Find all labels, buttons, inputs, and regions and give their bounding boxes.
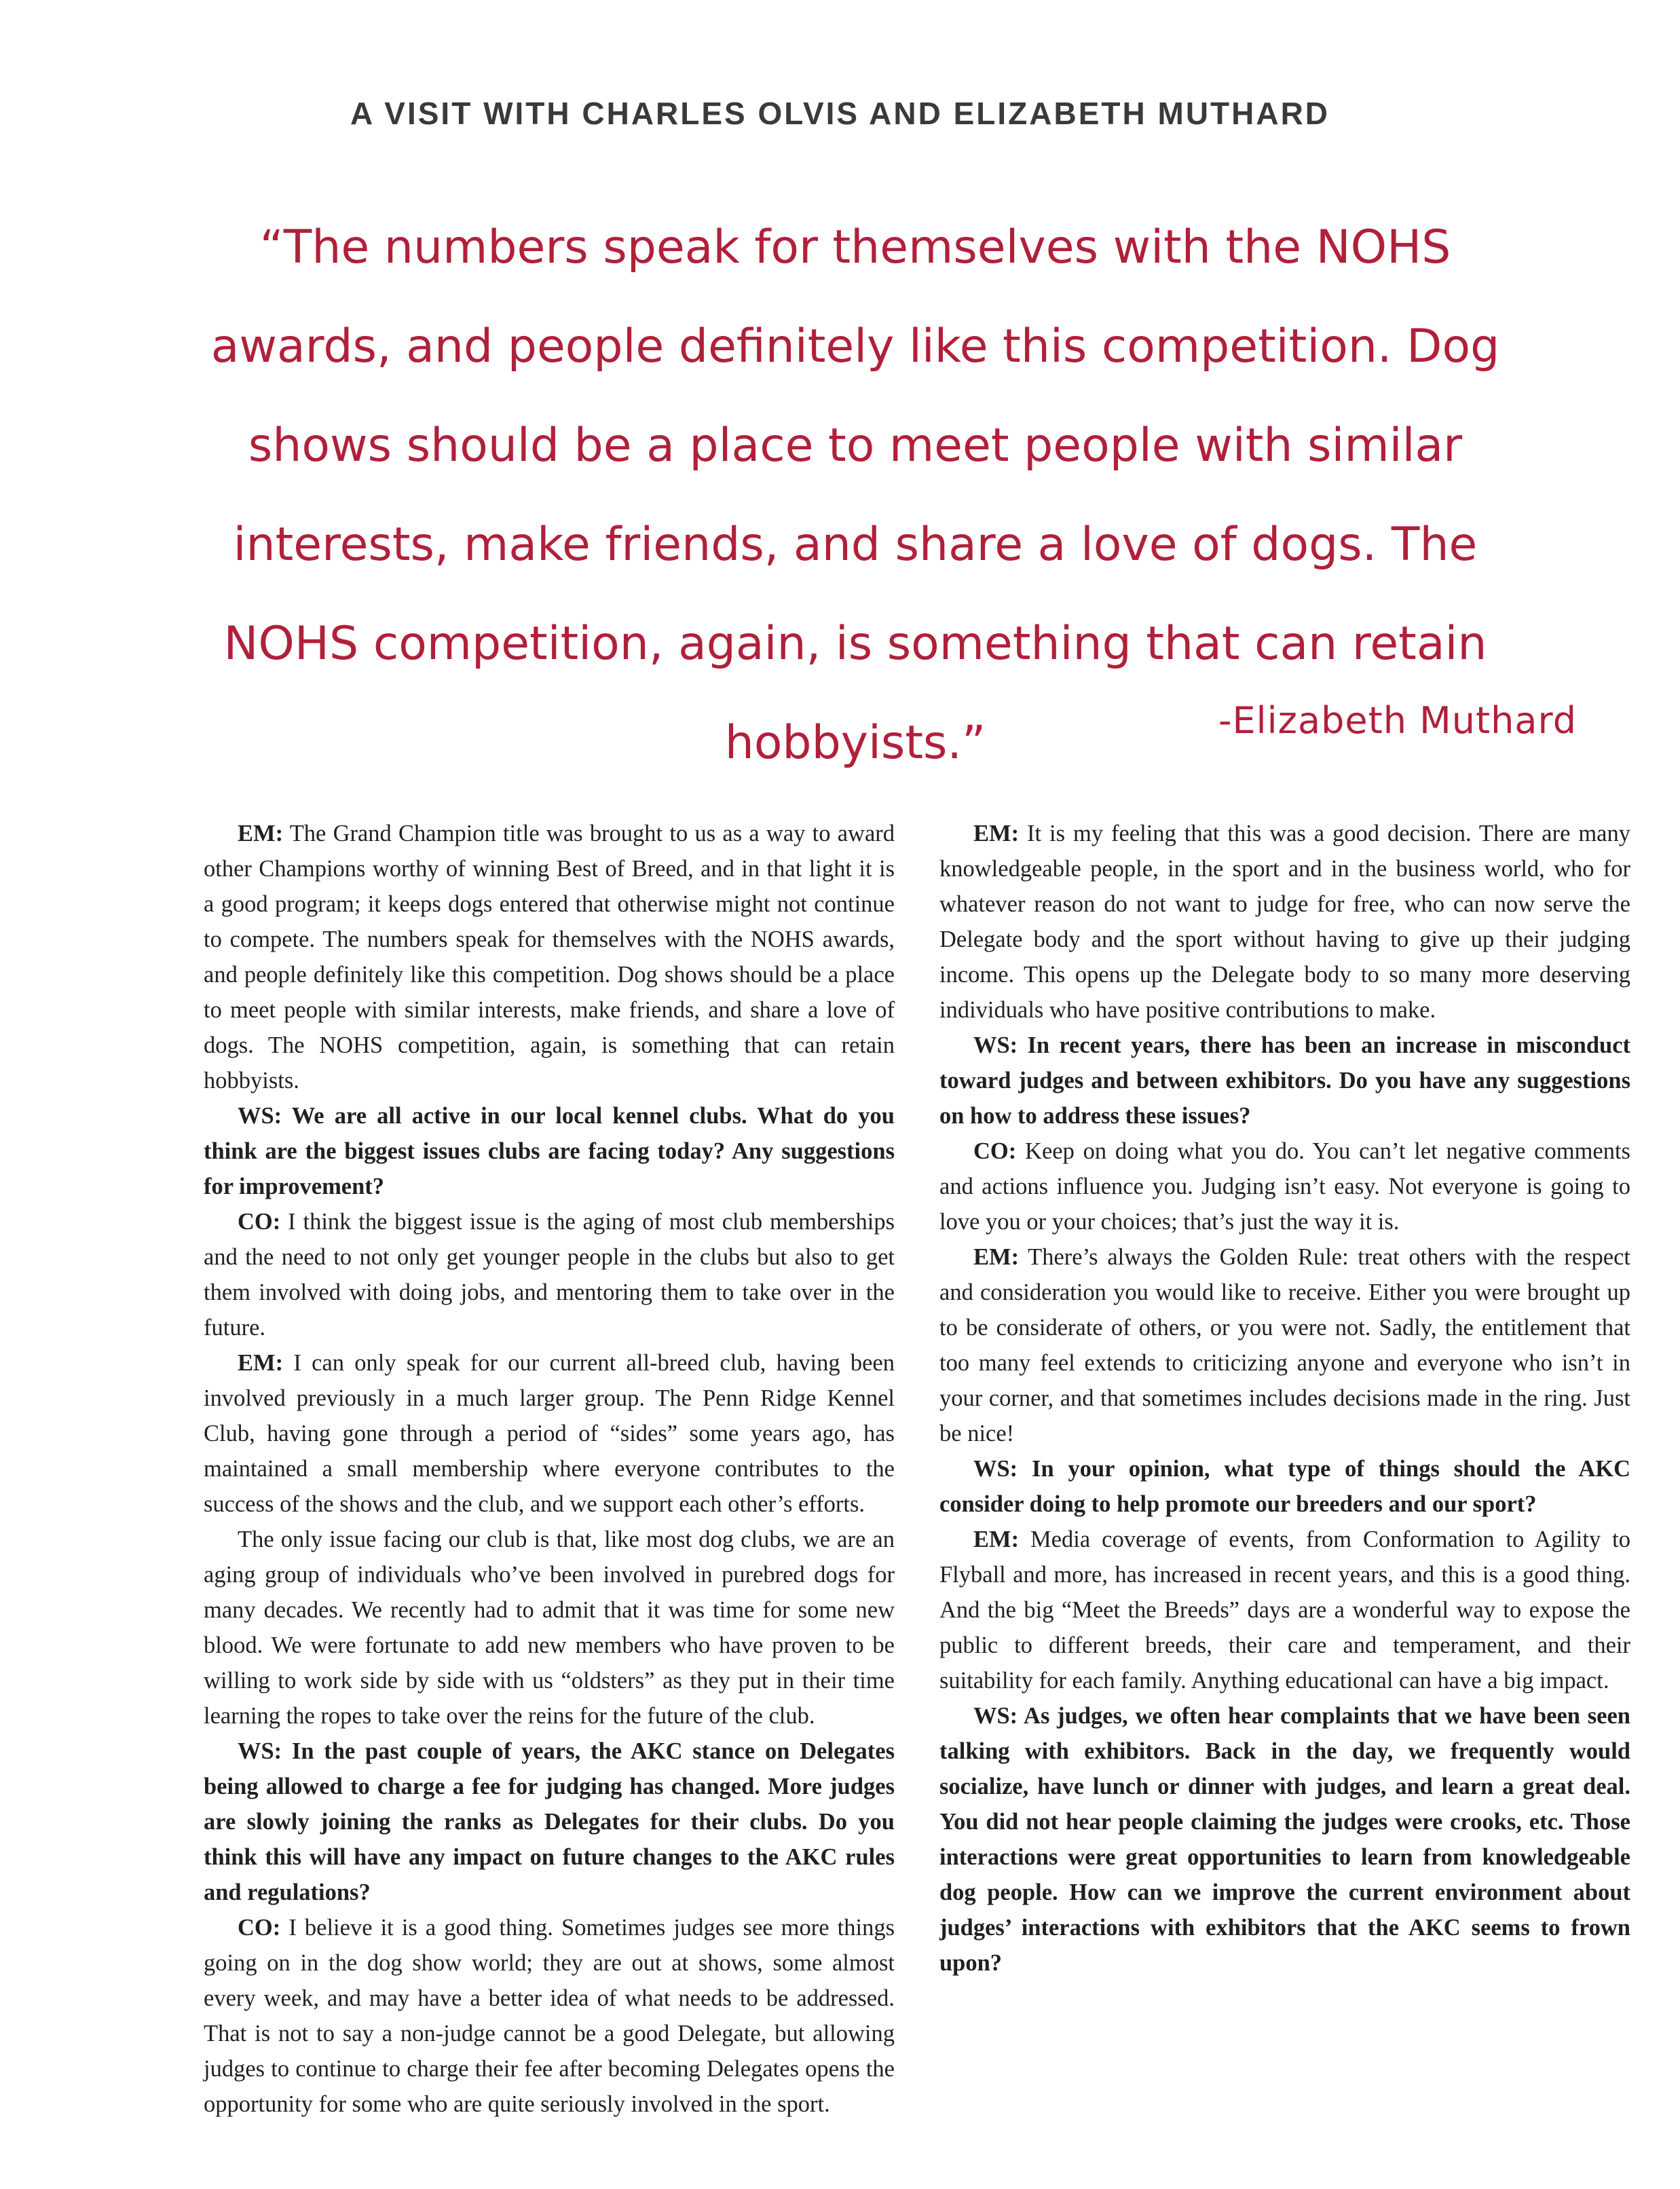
page-header: A VISIT WITH CHARLES OLVIS AND ELIZABETH MUTHARD — [350, 96, 1330, 131]
speaker-label: CO: — [238, 1915, 281, 1941]
answer-paragraph — [939, 1239, 1630, 1451]
speaker-label: EM: — [238, 1350, 284, 1376]
question-paragraph: WS: As judges, we often hear complaints that we have been seen talking with exhibitors. Back in the day, we frequently would socialize, have lunch or dinner with judges, and learn a great deal. You did not hear people claiming the judges were crooks, etc. Those interactions were great opportunities to learn from knowledgeable dog people. How can we improve the current environment about judges’ interactions with exhibitors that the AKC seems to frown upon? — [939, 1703, 1630, 1976]
answer-paragraph — [204, 1204, 895, 1345]
question-paragraph: WS: In the past couple of years, the AKC stance on Delegates being allowed to charge a fee for judging has changed. More judges are slowly joining the ranks as Delegates for their clubs. Do you think this will have any impact on future changes to the AKC rules and regulations? — [204, 1738, 895, 1905]
answer-text: It is my feeling that this was a good decision. There are many knowledgeable people, in the sport and in the business world, who for whatever reason do not want to judge for free, who can now serve the Delegate body and the sport without having to give up their judging income. This opens up the Delegate body to so many more deserving individuals who have positive contributions to make. — [939, 821, 1630, 1023]
answer-paragraph — [204, 816, 895, 1098]
answer-text: The only issue facing our club is that, like most dog clubs, we are an aging group of individuals who’ve been involved in purebred dogs for many decades. We recently had to admit that it was time for some new blood. We were fortunate to add new members who have proven to be willing to work side by side with us “oldsters” as they put in their time learning the ropes to take over the reins for the future of the club. — [204, 1527, 895, 1729]
answer-paragraph — [939, 816, 1630, 1028]
speaker-label: EM: — [238, 821, 284, 846]
answer-paragraph — [204, 1345, 895, 1522]
answer-text: Keep on doing what you do. You can’t let negative comments and actions influence you. Judging isn’t easy. Not everyone is going to love you or your choices; that’s just the way it is. — [939, 1138, 1630, 1235]
answer-paragraph — [939, 1522, 1630, 1698]
answer-paragraph — [204, 1910, 895, 2122]
answer-text: I believe it is a good thing. Sometimes judges see more things going on in the dog show world; they are out at shows, some almost every week, and may have a better idea of what needs to be addressed. That is not to say a non-judge cannot be a good Delegate, but allowing judges to continue to charge their fee after becoming Delegates opens the opportunity for some who are quite seriously involved in the sport. — [204, 1915, 895, 2117]
answer-paragraph — [204, 1522, 895, 1734]
speaker-label: EM: — [973, 1244, 1020, 1270]
answer-text: I can only speak for our current all-breed club, having been involved previously in a much larger group. The Penn Ridge Kennel Club, having gone through a period of “sides” some years ago, has maintained a small membership where everyone contributes to the success of the shows and the club, and we support each other’s efforts. — [204, 1350, 895, 1517]
pull-quote-attribution: -Elizabeth Muthard — [1218, 699, 1577, 742]
answer-text: There’s always the Golden Rule: treat others with the respect and consideration you would like to receive. Either you were brought up to be considerate of others, or you were not. Sadly, the entitlement that too many feel extends to criticizing anyone and everyone who isn’t in your corner, and that sometimes includes decisions made in the ring. Just be nice! — [939, 1244, 1630, 1446]
speaker-label: CO: — [973, 1138, 1017, 1164]
speaker-label: EM: — [973, 1527, 1020, 1552]
speaker-label: EM: — [973, 821, 1020, 846]
right-column — [939, 816, 1630, 1981]
answer-text: Media coverage of events, from Conformation to Agility to Flyball and more, has increased in recent years, and this is a good thing. And the big “Meet the Breeds” days are a wonderful way to expose the public to different breeds, their care and temperament, and their suitability for each family. Anything educational can have a big impact. — [939, 1527, 1630, 1694]
answer-text: I think the biggest issue is the aging of most club memberships and the need to not only get younger people in the clubs but also to get them involved with doing jobs, and mentoring them to take over in the future. — [204, 1209, 895, 1341]
left-column — [204, 816, 895, 2122]
answer-text: The Grand Champion title was brought to us as a way to award other Champions worthy of winning Best of Breed, and in that light it is a good program; it keeps dogs entered that otherwise might not continue to compete. The numbers speak for themselves with the NOHS awards, and people definitely like this competition. Dog shows should be a place to meet people with similar interests, make friends, and share a love of dogs. The NOHS competition, again, is something that can retain hobbyists. — [204, 821, 895, 1093]
pull-quote: “The numbers speak for themselves with the NOHS awards, and people definitely like this competition. Dog shows should be a place to meet people with similar interests, make friends, and share a love of dogs. The NOHS competition, again, is something that can retain hobbyists.” — [210, 221, 1500, 770]
question-paragraph: WS: In your opinion, what type of things should the AKC consider doing to help promote our breeders and our sport? — [939, 1456, 1630, 1517]
question-paragraph: WS: In recent years, there has been an increase in misconduct toward judges and between exhibitors. Do you have any suggestions on how to address these issues? — [939, 1032, 1630, 1129]
answer-paragraph — [939, 1134, 1630, 1239]
speaker-label: CO: — [238, 1209, 281, 1235]
question-paragraph: WS: We are all active in our local kennel clubs. What do you think are the biggest issues clubs are facing today? Any suggestions for improvement? — [204, 1103, 895, 1199]
